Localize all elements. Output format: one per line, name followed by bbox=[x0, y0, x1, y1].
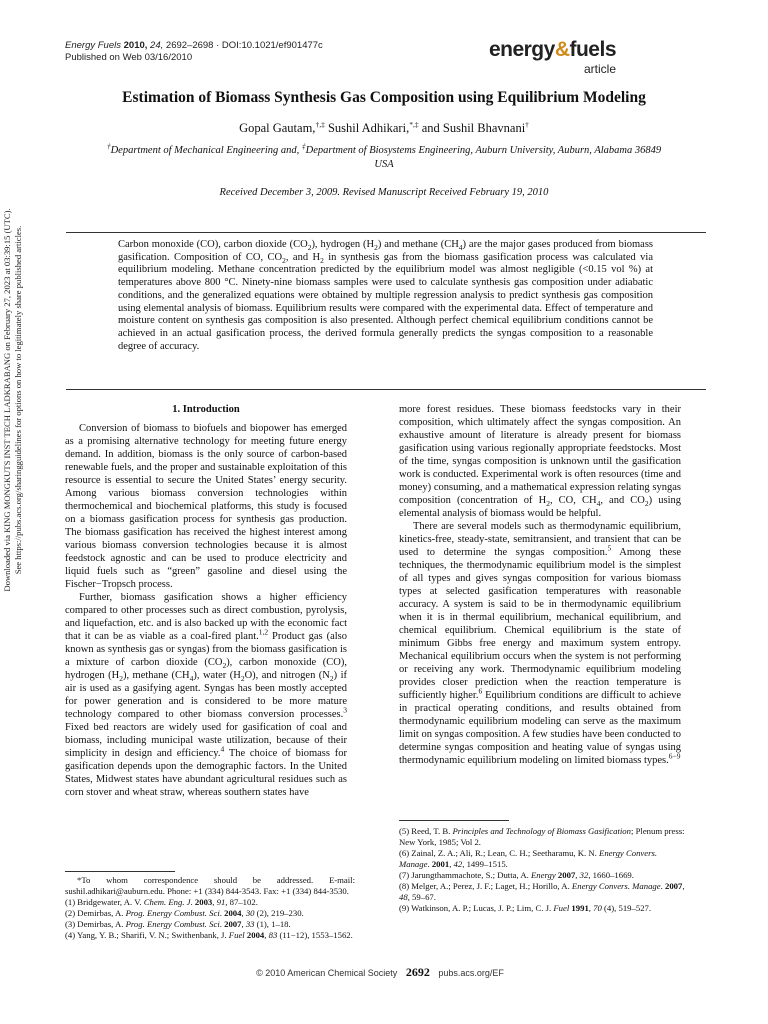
subscript: 2 bbox=[240, 674, 245, 684]
reference-2 bbox=[65, 908, 355, 919]
copyright-notice: © 2010 American Chemical Society bbox=[256, 968, 398, 978]
logo-amp: & bbox=[554, 38, 570, 61]
received-dates: Received December 3, 2009. Revised Manuscript Received February 19, 2010 bbox=[219, 187, 549, 198]
reference-3 bbox=[65, 919, 355, 930]
ref-volume: 91 bbox=[216, 897, 226, 907]
ref-punct: , bbox=[449, 859, 454, 869]
ref-volume: 83 bbox=[268, 930, 278, 940]
ref-pages: (1), 1–18. bbox=[254, 919, 291, 929]
abstract-text-1: Carbon monoxide (CO), carbon dioxide (CO bbox=[118, 239, 308, 250]
text-run: Product gas (also known as synthesis gas or syngas) from the biomass gasification is a mixture of carbon dioxide (CO bbox=[65, 631, 347, 668]
ref-punct: . bbox=[219, 908, 225, 918]
ref-authors: (3) Demirbas, A. bbox=[65, 919, 126, 929]
citation-ref: 5 bbox=[607, 543, 612, 553]
footnotes-right bbox=[399, 826, 689, 914]
reference-7 bbox=[399, 870, 689, 881]
citation-ref: 4 bbox=[220, 744, 225, 754]
ref-punct: , bbox=[264, 930, 269, 940]
download-notice bbox=[2, 140, 24, 660]
doi: DOI:10.1021/ef901477c bbox=[221, 40, 323, 51]
journal-year: 2010, bbox=[123, 40, 148, 51]
ref-journal: Fuel bbox=[228, 930, 245, 940]
affiliations bbox=[60, 141, 708, 172]
ref-journal: Energy Convers. Manage bbox=[571, 881, 661, 891]
author-adhikari: Sushil Adhikari, bbox=[327, 121, 410, 135]
text-run: There are several models such as thermodynamic equilibrium, kinetics-free, steady-state, semitransient, and transient that can be used to determine the syngas composition. bbox=[399, 521, 681, 558]
body-column-right bbox=[399, 403, 681, 767]
intro-paragraph-4 bbox=[399, 520, 681, 767]
text-run: ), methane (CH bbox=[122, 670, 190, 681]
ref-year: 2001 bbox=[431, 859, 450, 869]
ref-authors: (6) Zainal, Z. A.; Ali, R.; Lean, C. H.; Seetharamu, K. N. bbox=[399, 848, 600, 858]
ref-pages: , 1499–1515. bbox=[462, 859, 508, 869]
ref-journal: Fuel bbox=[553, 903, 570, 913]
ref-journal: Prog. Energy Combust. Sci bbox=[125, 908, 220, 918]
intro-paragraph-3 bbox=[399, 403, 681, 520]
reference-5 bbox=[399, 826, 689, 848]
download-notice-line2: See https://pubs.acs.org/sharingguidelines for options on how to legitimately share published articles. bbox=[13, 225, 23, 575]
ref-volume: 33 bbox=[245, 919, 255, 929]
ref-journal: Chem. Eng. J bbox=[143, 897, 191, 907]
author-list bbox=[60, 120, 708, 136]
logo-wordmark bbox=[489, 38, 616, 62]
ref-pages: , 59–67. bbox=[407, 892, 436, 902]
ref-punct: , bbox=[212, 897, 217, 907]
ref-volume: 32 bbox=[579, 870, 589, 880]
author-gautam: Gopal Gautam, bbox=[239, 121, 316, 135]
ref-punct: . bbox=[427, 859, 432, 869]
citation-ref: 1,2 bbox=[258, 627, 269, 637]
journal-logo bbox=[489, 38, 616, 75]
abstract-sub: 2 bbox=[307, 243, 312, 253]
abstract-sub: 2 bbox=[320, 255, 324, 265]
ref-punct: . bbox=[660, 881, 665, 891]
subscript: 2 bbox=[644, 499, 649, 509]
page-number: 2692 bbox=[405, 965, 430, 979]
text-run: Among these techniques, the thermodynamic equilibrium model is the simplest of all types and gives syngas composition for various biomass types at selected gasification temperatures with reasonable accuracy. A system is said to be in thermodynamic equilibrium when it is in thermal equilibrium, mechanical equilibrium, and chemical equilibrium. Chemical equilibrium is the state of minimum Gibbs free energy and maximum system entropy. Mechanical equilibrium occurs when the system is not performing or receiving any work. Thermodynamic equilibrium modeling provides closer prediction when the reaction temperature is sufficiently higher. bbox=[399, 547, 681, 701]
citation-line bbox=[65, 40, 323, 52]
abstract-text-5: , and H bbox=[285, 251, 321, 263]
correspondence-note: *To whom correspondence should be addressed. E-mail: sushil.adhikari@auburn.edu. Phone: +1 (334) 844-3543. Fax: +1 (334) 844-3530. bbox=[65, 875, 355, 896]
abstract-sub: 2 bbox=[374, 243, 378, 253]
separator-dot: · bbox=[216, 40, 220, 51]
subscript: 2 bbox=[546, 499, 550, 509]
ref-journal: Prog. Energy Combust. Sci bbox=[125, 919, 220, 929]
author-adhikari-marks: *,‡ bbox=[409, 119, 419, 129]
abstract-sub: 4 bbox=[458, 243, 463, 253]
intro-paragraph-1: Conversion of biomass to biofuels and biopower has emerged as a promising alternative technology for meeting future energy demand. In addition, biomass is the only source of carbon-based renewable fuels, and the proper and sustainable exploitation of this resource is essential to secure the United States’ energy security. Among various biomass conversion technologies within thermochemical and biochemical platforms, this study is focused on a biomass gasification process for synthesis gas production. The biomass gasification has received the highest interest among various biomass conversion technologies because it is almost feedstock agnostic and can be used to produce electricity and liquid fuels such as “green” gasoline and diesel using the Fischer−Tropsch process. bbox=[65, 423, 347, 590]
body-column-left bbox=[65, 403, 347, 799]
text-run: ) if air is used as a gasifying agent. Syngas has been mostly accepted for power generation and is considered to be more mature technology compared to other biomass conversion processes. bbox=[65, 670, 347, 720]
logo-right: fuels bbox=[569, 38, 616, 61]
ref-punct: , bbox=[588, 903, 594, 913]
ref-punct: , bbox=[575, 870, 580, 880]
ref-volume: 30 bbox=[245, 908, 255, 918]
ref-punct: . bbox=[190, 897, 195, 907]
section-heading: 1. Introduction bbox=[172, 404, 240, 415]
abstract-sub: 2 bbox=[282, 255, 286, 265]
abstract-text-3: ) and methane (CH bbox=[377, 239, 459, 250]
journal-url: pubs.acs.org/EF bbox=[438, 968, 504, 978]
title-block bbox=[60, 88, 708, 200]
abstract bbox=[118, 239, 653, 353]
ref-year: 2007 bbox=[557, 870, 576, 880]
ref-year: 1991 bbox=[571, 903, 589, 913]
intro-paragraph-2 bbox=[65, 591, 347, 799]
ref-pages: (4), 519–527. bbox=[601, 903, 652, 913]
affil-mark-2: ‡ bbox=[301, 141, 306, 151]
text-run: , CO, CH bbox=[549, 495, 597, 506]
ref-pages: (11−12), 1553–1562. bbox=[277, 930, 353, 940]
text-run: The choice of biomass for gasification depends upon the demographic factors. In the United States, Midwest states have abundant agricultural residues such as corn stover and wheat straw, whereas southern states have bbox=[65, 748, 347, 798]
subscript: 2 bbox=[329, 674, 334, 684]
text-run: O), and nitrogen (N bbox=[244, 670, 330, 681]
footnote-rule-right bbox=[399, 820, 509, 821]
ref-punct: , bbox=[241, 908, 246, 918]
ref-year: 2007 bbox=[224, 919, 242, 929]
reference-9 bbox=[399, 903, 689, 914]
published-date: Published on Web 03/16/2010 bbox=[65, 52, 193, 63]
ref-punct: , bbox=[241, 919, 246, 929]
ref-authors: (8) Melger, A.; Perez, J. F.; Laget, H.; Horillo, A. bbox=[399, 881, 572, 891]
logo-left: energy bbox=[488, 38, 555, 61]
reference-8 bbox=[399, 881, 689, 903]
ref-journal: Energy Convers. Manage bbox=[399, 848, 658, 869]
ref-punct: . bbox=[219, 919, 225, 929]
reference-6 bbox=[399, 848, 689, 870]
journal-citation bbox=[65, 40, 323, 64]
author-gautam-marks: †,‡ bbox=[315, 119, 325, 129]
reference-4 bbox=[65, 930, 355, 941]
abstract-text-2: ), hydrogen (H bbox=[311, 239, 375, 250]
affil-mark-1: † bbox=[106, 141, 111, 151]
ref-volume: 48 bbox=[399, 892, 408, 902]
ref-authors: (5) Reed, T. B. bbox=[399, 826, 453, 836]
text-run: Equilibrium conditions are difficult to achieve in practical operating conditions, and results obtained from thermodynamic equilibrium modeling can serve as the maximum limit on syngas composition. A few studies have been conducted to determine syngas composition and heating value of syngas using thermodynamic equilibrium modeling on limited biomass types. bbox=[399, 690, 682, 766]
abstract-text-4: ) are the major gases produced from biomass gasification. Composition of CO, CO bbox=[118, 239, 654, 263]
text-run: ), water (H bbox=[193, 670, 241, 681]
abstract-rule-top bbox=[66, 232, 706, 233]
text-run: ) using elemental analysis of biomass would be helpful. bbox=[399, 495, 681, 519]
text-run: ), carbon monoxide (CO), hydrogen (H bbox=[65, 657, 348, 681]
ref-authors: (7) Jarungthammachote, S.; Dutta, A. bbox=[399, 870, 531, 880]
text-run: Further, biomass gasification shows a higher efficiency compared to other processes such as direct combustion, pyrolysis, and liquefaction, etc. and is also backed up with the economic fact that it can be as viable as a coal-fired plant. bbox=[65, 592, 347, 642]
ref-punct: , bbox=[682, 881, 685, 891]
abstract-text-6: in synthesis gas from the biomass gasification process was calculated via equilibrium modeling. Methane concentration predicted by the equilibrium model was almost negligible (<0.15 vol %) at temperatures above 800 °C. Ninety-nine biomass samples were used to calculate synthesis gas composition under adiabatic conditions, and the generalized equations were obtained by multiple regression analysis to predict synthesis gas composition using elemental analysis of biomass. Equilibrium results were compared with the experimental data. Effect of temperature and moisture content on synthesis gas composition is also presented. Although perfect chemical equilibrium conditions cannot be achieved in an actual gasification process, the derived formula generally predicts the syngas composition to a reasonable degree of accuracy. bbox=[118, 251, 653, 352]
ref-publisher: ; Plenum press: New York, 1985; Vol 2. bbox=[399, 826, 685, 847]
ref-authors: (1) Bridgewater, A. V. bbox=[65, 897, 144, 907]
citation-ref: 6−9 bbox=[668, 751, 681, 761]
text-run: Fixed bed reactors are widely used for gasification of coal and biomass, including municipal waste utilization, because of their simplicity in design and efficiency. bbox=[65, 722, 347, 759]
ref-year: 2004 bbox=[224, 908, 242, 918]
ref-volume: 42 bbox=[453, 859, 463, 869]
affiliation-2: Department of Biosystems Engineering, Auburn University, Auburn, Alabama 36849 USA bbox=[305, 145, 662, 170]
ref-journal: Energy bbox=[530, 870, 556, 880]
footnote-rule-left bbox=[65, 871, 175, 872]
subscript: 2 bbox=[222, 661, 227, 671]
citation-ref: 3 bbox=[343, 705, 347, 715]
download-notice-line1: Downloaded via KING MONGKUTS INST TECH LADKRABANG on February 27, 2023 at 03:39:15 (UTC). bbox=[2, 208, 12, 592]
affiliation-1: Department of Mechanical Engineering and, bbox=[110, 145, 300, 156]
journal-pages: 2692–2698 bbox=[165, 40, 214, 51]
ref-year: 2004 bbox=[246, 930, 265, 940]
subscript: 2 bbox=[119, 674, 123, 684]
citation-ref: 6 bbox=[478, 686, 483, 696]
ref-pages: , 87–102. bbox=[225, 897, 258, 907]
abstract-rule-bottom bbox=[66, 389, 706, 390]
ref-year: 2003 bbox=[194, 897, 213, 907]
journal-volume: 24, bbox=[150, 40, 164, 51]
footnotes-left bbox=[65, 875, 355, 941]
article-type: article bbox=[583, 62, 616, 76]
author-bhavnani-marks: † bbox=[525, 119, 529, 129]
ref-book: Principles and Technology of Biomass Gasification bbox=[452, 826, 631, 836]
paper-title: Estimation of Biomass Synthesis Gas Composition using Equilibrium Modeling bbox=[122, 89, 646, 106]
journal-name: Energy Fuels bbox=[65, 40, 121, 51]
ref-authors: (9) Watkinson, A. P.; Lucas, J. P.; Lim, C. J. bbox=[399, 903, 554, 913]
text-run: , and CO bbox=[600, 495, 645, 506]
ref-authors: (2) Demirbas, A. bbox=[65, 908, 126, 918]
ref-pages: (2), 219–230. bbox=[254, 908, 304, 918]
ref-authors: (4) Yang, Y. B.; Sharifi, V. N.; Swithenbank, J. bbox=[65, 930, 229, 940]
ref-year: 2007 bbox=[664, 881, 683, 891]
reference-1 bbox=[65, 897, 355, 908]
author-bhavnani: and Sushil Bhavnani bbox=[421, 121, 526, 135]
subscript: 4 bbox=[189, 674, 194, 684]
subscript: 4 bbox=[596, 499, 601, 509]
ref-volume: 70 bbox=[593, 903, 602, 913]
text-run: more forest residues. These biomass feedstocks vary in their composition, which ultimately affect the syngas composition. An exhaustive amount of literature is already present for biomass gasification using various regionally appropriate feedstocks. Most of the time, syngas composition is unknown until the gasification work is conducted. Experimental work is often resources (time and money) consuming, and a mathematical expression relating syngas composition (concentration of H bbox=[399, 404, 681, 506]
page-footer bbox=[230, 965, 530, 980]
ref-pages: , 1660–1669. bbox=[588, 870, 634, 880]
